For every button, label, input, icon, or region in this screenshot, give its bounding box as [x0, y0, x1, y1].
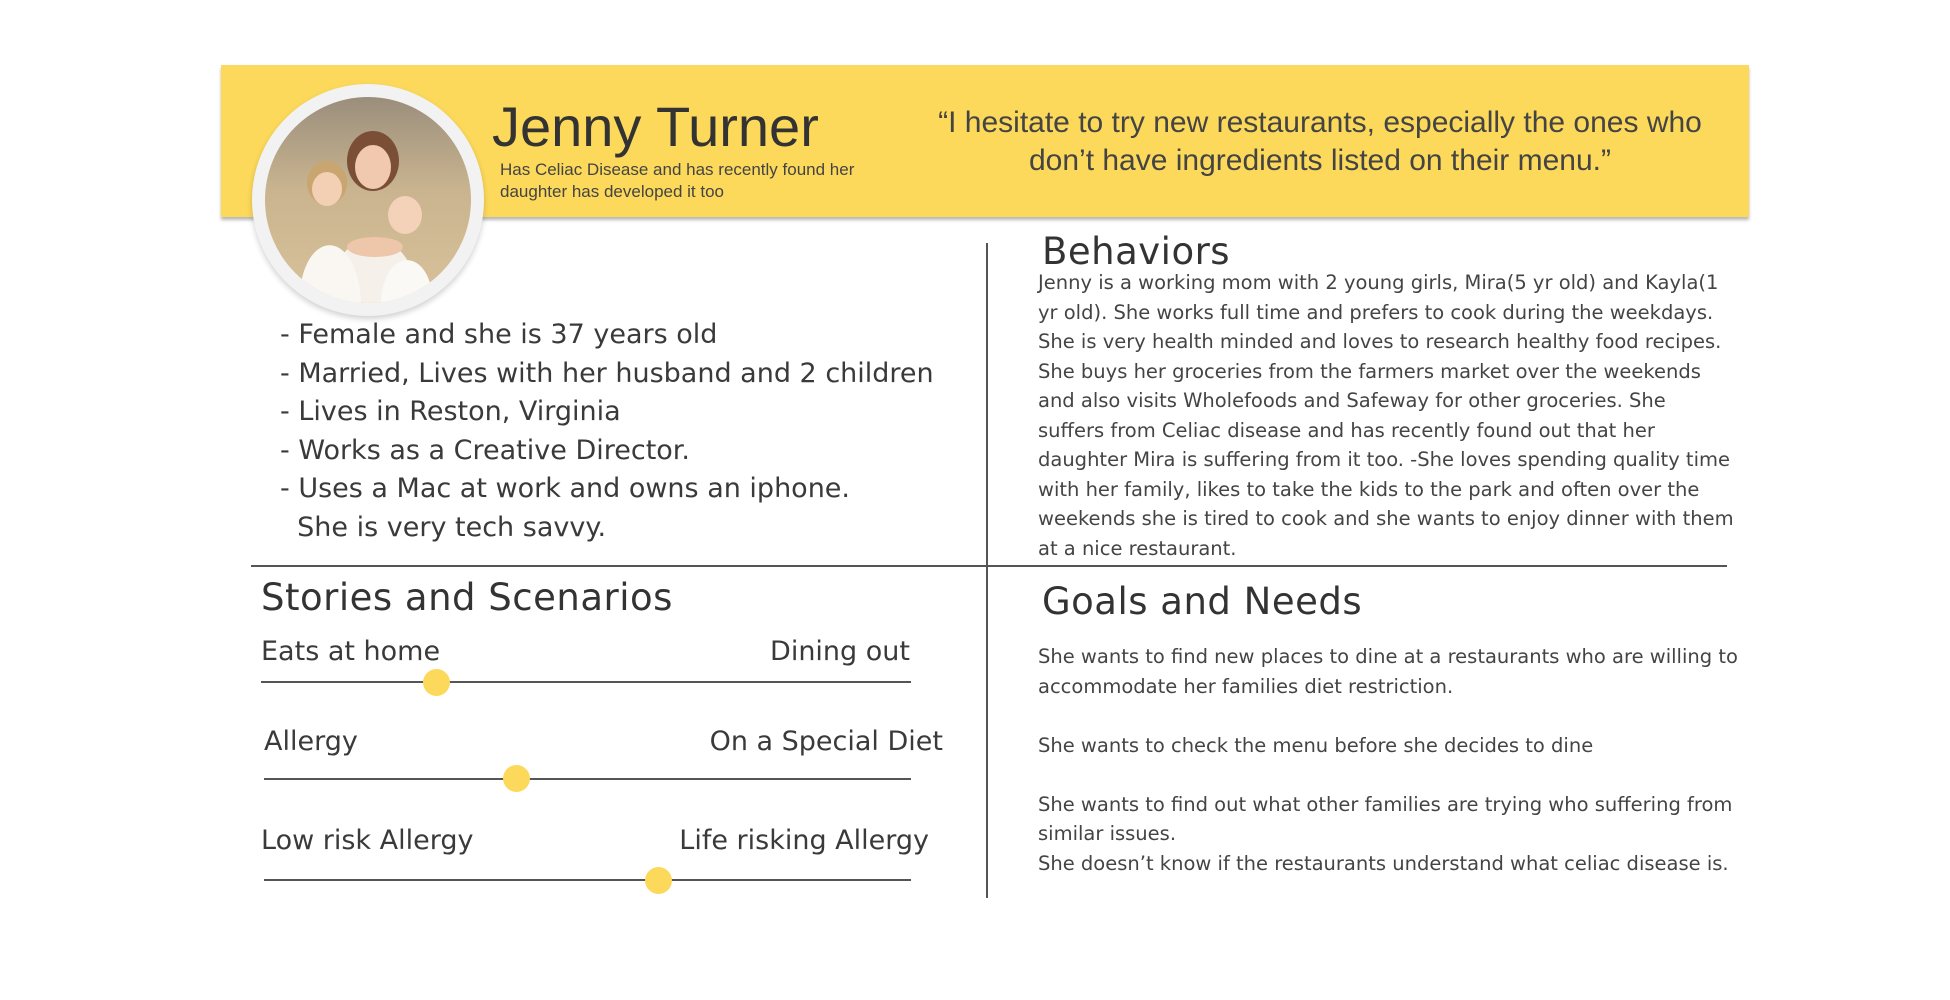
- list-item: - Lives in Reston, Virginia: [280, 396, 621, 427]
- persona-subtitle: Has Celiac Disease and has recently found her daughter has developed it too: [500, 160, 855, 201]
- goal-paragraph: She doesn’t know if the restaurants understand what celiac disease is.: [1038, 851, 1729, 875]
- behaviors-title: Behaviors: [1042, 230, 1231, 273]
- avatar: [252, 84, 484, 316]
- scale-3-track: [264, 879, 911, 881]
- goal-paragraph: [1038, 701, 1748, 731]
- list-item: - Female and she is 37 years old: [280, 319, 718, 350]
- scale-1-left-label: Eats at home: [261, 636, 441, 667]
- scale-2-knob: [503, 765, 530, 792]
- list-item: - Uses a Mac at work and owns an iphone.: [280, 473, 851, 504]
- stories-title: Stories and Scenarios: [261, 576, 673, 619]
- scale-2-track: [264, 778, 911, 780]
- goal-paragraph: She wants to find out what other families are trying who suffering from similar issues.: [1038, 792, 1739, 845]
- vertical-divider: [986, 243, 988, 898]
- persona-photo: [265, 97, 471, 303]
- persona-name: Jenny Turner: [492, 95, 819, 158]
- horizontal-divider: [251, 565, 1727, 567]
- scale-3-right-label: Life risking Allergy: [679, 825, 929, 856]
- goal-paragraph: She wants to find new places to dine at a restaurants who are willing to accommodate her families diet restriction.: [1038, 645, 1745, 698]
- scale-3-knob: [645, 867, 672, 894]
- scale-2-right-label: On a Special Diet: [709, 726, 943, 757]
- scale-3-left-label: Low risk Allergy: [261, 825, 474, 856]
- persona-quote: “I hesitate to try new restaurants, especially the ones who don’t have ingredients listed on their menu.”: [938, 106, 1702, 177]
- scale-1-right-label: Dining out: [770, 636, 910, 667]
- goals-title: Goals and Needs: [1042, 580, 1363, 623]
- scale-2-left-label: Allergy: [264, 726, 358, 757]
- goal-paragraph: She wants to check the menu before she decides to dine: [1038, 733, 1594, 757]
- list-item: - Works as a Creative Director.: [280, 434, 691, 466]
- scale-1-track: [261, 681, 911, 683]
- goal-paragraph: [1038, 760, 1748, 790]
- goals-text: [1038, 642, 1748, 878]
- behaviors-text: Jenny is a working mom with 2 young girls, Mira(5 yr old) and Kayla(1 yr old). She works full time and prefers to cook during the weekdays. She is very health minded and loves to research healthy food recipes. She buys her groceries from the farmers market over the weekends and also visits Wholefoods and Safeway for other groceries. She suffers from Celiac disease and has recently found out that her daughter Mira is suffering from it too. -She loves spending quality time with her family, likes to take the kids to the park and often over the weekends she is tired to cook and she wants to enjoy dinner with them at a nice restaurant.: [1038, 271, 1734, 560]
- list-item: - Married, Lives with her husband and 2 children: [280, 357, 934, 389]
- scale-1-knob: [423, 669, 450, 696]
- list-item: She is very tech savvy.: [280, 511, 607, 543]
- demographics-list: [280, 316, 980, 547]
